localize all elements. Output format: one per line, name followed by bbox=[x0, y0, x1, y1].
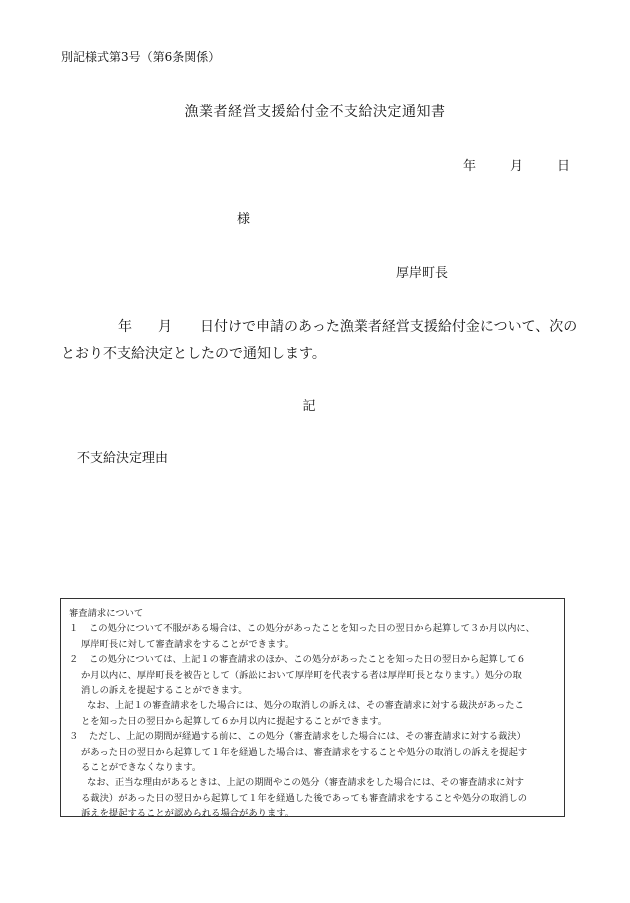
notice-item-number: １ bbox=[69, 623, 79, 635]
date-year: 年 bbox=[463, 159, 477, 174]
notice-item-3: ３ ただし、上記の期間が経過する前に、この処分（審査請求をした場合には、その審査請求に対する裁決） bbox=[69, 729, 556, 744]
notice-item-3-note-cont: 訴えを提起することが認められる場合があります。 bbox=[81, 808, 295, 820]
body-line-1 bbox=[61, 316, 577, 336]
notice-heading: 審査請求について bbox=[69, 608, 144, 619]
issuer-name: 厚岸町長 bbox=[396, 266, 449, 281]
reason-label: 不支給決定理由 bbox=[77, 451, 169, 466]
notice-item-2-cont: 消しの訴えを提起することができます。 bbox=[81, 685, 248, 697]
notice-item-2-note-cont: とを知った日の翌日から起算して６か月以内に提起することができます。 bbox=[81, 715, 388, 727]
document-title: 漁業者経営支援給付金不支給決定通知書 bbox=[184, 104, 446, 120]
notice-item-2-note: なお、上記１の審査請求をした場合には、処分の取消しの訴えは、その審査請求に対する裁決があったこ bbox=[87, 700, 524, 712]
date-day: 日 bbox=[557, 159, 571, 174]
notice-item-3-cont: があった日の翌日から起算して１年を経過した場合は、審査請求をすることや処分の取消しの訴えを提起す bbox=[81, 746, 528, 758]
body-text-1: 日付けで申請のあった漁業者経営支援給付金について、次の bbox=[200, 319, 578, 335]
notice-item-1: １ この処分について不服がある場合は、この処分があったことを知った日の翌日から起算して３か月以内に、 bbox=[69, 621, 556, 636]
date-month: 月 bbox=[510, 159, 524, 174]
recipient-honorific: 様 bbox=[237, 212, 251, 227]
notice-item-3-note: なお、正当な理由があるときは、上記の期間やこの処分（審査請求をした場合には、その審査請求に対す bbox=[87, 777, 524, 789]
notice-item-1-cont: 厚岸町長に対して審査請求をすることができます。 bbox=[81, 638, 295, 650]
body-month: 月 bbox=[158, 319, 172, 335]
notice-item-number: ３ bbox=[69, 731, 79, 743]
form-number: 別記様式第3号（第6条関係） bbox=[61, 50, 221, 64]
appeal-notice-box bbox=[60, 598, 565, 820]
notice-item-number: ２ bbox=[69, 654, 79, 666]
notice-item-2-cont: か月以内に、厚岸町長を被告として（訴訟において厚岸町を代表する者は厚岸町長となります。）処分の取 bbox=[81, 669, 522, 681]
notice-item-2: ２ この処分については、上記１の審査請求のほか、この処分があったことを知った日の翌日から起算して６ bbox=[69, 652, 556, 667]
body-year: 年 bbox=[118, 319, 132, 335]
notice-item-3-cont: ることができなくなります。 bbox=[81, 762, 202, 774]
body-line-2: とおり不支給決定としたので通知します。 bbox=[61, 346, 326, 362]
issue-date bbox=[463, 155, 570, 174]
ki-heading: 記 bbox=[302, 399, 316, 414]
notice-item-3-note-cont: る裁決）があった日の翌日から起算して１年を経過した後であっても審査請求をすることや処分の取消しの bbox=[81, 792, 528, 804]
